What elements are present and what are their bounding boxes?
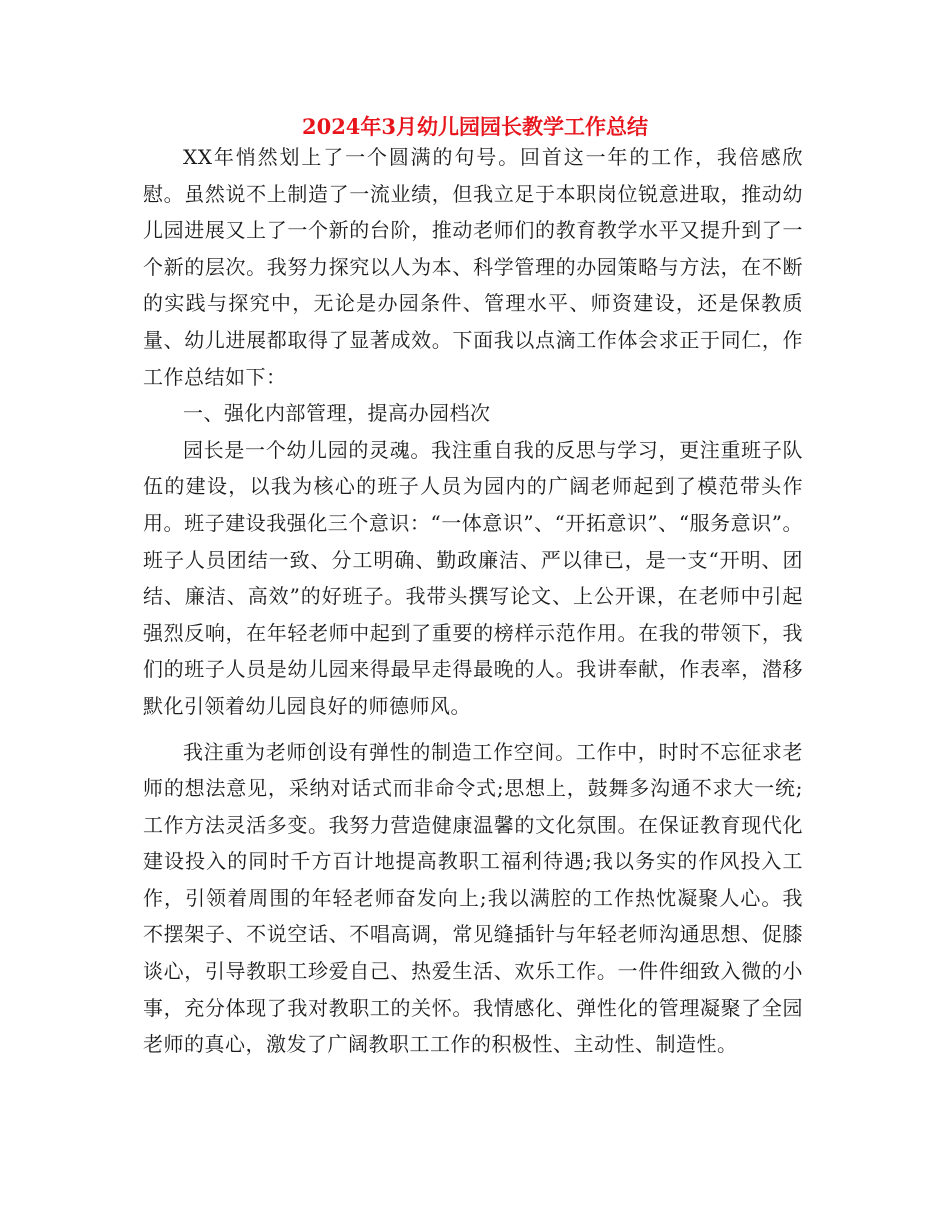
document-title: 2024年3月幼儿园园长教学工作总结 (301, 114, 649, 139)
document-body (143, 139, 803, 1063)
paragraph-workspace: 我注重为老师创设有弹性的制造工作空间。工作中，时时不忘征求老师的想法意见，采纳对话式而非命令式;思想上，鼓舞多沟通不求大一统;工作方法灵活多变。我努力营造健康温馨的文化氛围。在保证教育现代化建设投入的同时千方百计地提高教职工福利待遇;我以务实的作风投入工作，引领着周围的年轻老师奋发向上;我以满腔的工作热忱凝聚人心。我不摆架子、不说空话、不唱高调，常见缝插针与年轻老师沟通思想、促膝谈心，引导教职工珍爱自己、热爱生活、欢乐工作。一件件细致入微的小事，充分体现了我对教职工的关怀。我情感化、弹性化的管理凝聚了全园老师的真心，激发了广阔教职工工作的积极性、主动性、制造性。 (143, 739, 803, 1057)
paragraph-intro: XX年悄然划上了一个圆满的句号。回首这一年的工作，我倍感欣慰。虽然说不上制造了一流业绩，但我立足于本职岗位锐意进取，推动幼儿园进展又上了一个新的台阶，推动老师们的教育教学水平又提升到了一个新的层次。我努力探究以人为本、科学管理的办园策略与方法，在不断的实践与探究中，无论是办园条件、管理水平、师资建设，还是保教质量、幼儿进展都取得了显著成效。下面我以点滴工作体会求正于同仁，作工作总结如下： (143, 145, 803, 389)
paragraph-leadership: 园长是一个幼儿园的灵魂。我注重自我的反思与学习，更注重班子队伍的建设，以我为核心的班子人员为园内的广阔老师起到了模范带头作用。班子建设我强化三个意识：“一体意识”、“开拓意识”、“服务意识”。班子人员团结一致、分工明确、勤政廉洁、严以律已，是一支“开明、团结、廉洁、高效”的好班子。我带头撰写论文、上公开课，在老师中引起强烈反响，在年轻老师中起到了重要的榜样示范作用。在我的带领下，我们的班子人员是幼儿园来得最早走得最晚的人。我讲奉献，作表率，潜移默化引领着幼儿园良好的师德师风。 (143, 437, 803, 718)
section-heading-1: 一、强化内部管理，提高办园档次 (183, 401, 491, 426)
